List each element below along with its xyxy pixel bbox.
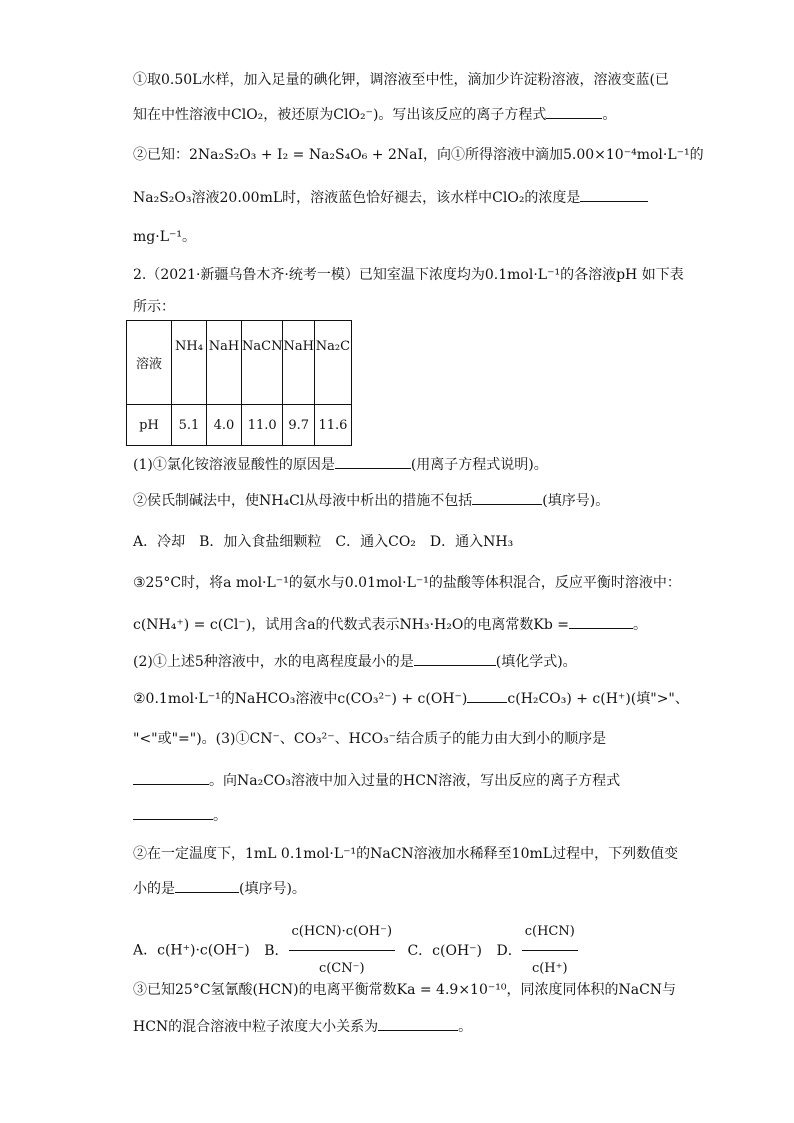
- q2-stem-line2: 所示：: [133, 299, 175, 315]
- q1-step1-line1: ①取0.50L水样，加入足量的碘化钾，调溶液至中性，滴加少许淀粉溶液，溶液变蓝(已: [133, 72, 669, 88]
- answer-blank[interactable]: [335, 454, 411, 469]
- answer-blank[interactable]: [472, 490, 542, 505]
- option-a: A．c(H⁺)·c(OH⁻): [133, 942, 250, 959]
- option-b-fraction: $\frac{\text{c(HCN)·c(OH⁻)}}{c(CN^-)}$: [289, 914, 396, 987]
- q2-p3-3-line2: HCN的混合溶液中粒子浓度大小关系为 。: [133, 1016, 472, 1037]
- table-cell: 11.6: [314, 405, 351, 446]
- table-header: Na₂C: [314, 321, 351, 405]
- q2-p1-1: (1)①氯化铵溶液显酸性的原因是 (用离子方程式说明)。: [133, 454, 548, 475]
- table-header: NaH: [283, 321, 314, 405]
- q2-p3-2-options: [133, 914, 578, 976]
- q2-p3-3-line1: ③已知25°C氢氰酸(HCN)的电离平衡常数Ka = 4.9×10⁻¹⁰，同浓度同体积的NaCN与: [133, 982, 677, 998]
- option-d-label: D．: [496, 942, 522, 959]
- answer-blank[interactable]: [133, 770, 209, 785]
- q2-p1-3-line2: c(NH₄⁺) = c(Cl⁻)，试用含a的代数式表示NH₃·H₂O的电离常数Kb = 。: [133, 614, 647, 635]
- option-b-label: B．: [264, 942, 289, 959]
- q2-p1-2-options: A．冷却 B．加入食盐细颗粒 C．通入CO₂ D．通入NH₃: [133, 534, 514, 550]
- q2-p2-3-line2: 。向Na₂CO₃溶液中加入过量的HCN溶液，写出反应的离子方程式: [133, 770, 620, 791]
- table-row-label: 溶液: [127, 321, 172, 405]
- option-c: C．c(OH⁻): [407, 942, 483, 959]
- option-d-fraction: $\frac{\text{c(HCN)}}{c(H^+)}$: [522, 914, 578, 987]
- answer-blank[interactable]: [580, 187, 648, 202]
- q2-p2-3-line1: "<"或"=")。(3)①CN⁻、CO₃²⁻、HCO₃⁻结合质子的能力由大到小的顺序是: [133, 731, 607, 747]
- q1-step1-line2: 知在中性溶液中ClO₂，被还原为ClO₂⁻)。写出该反应的离子方程式 。: [133, 104, 616, 125]
- q2-p2-1: (2)①上述5种溶液中，水的电离程度最小的是 (填化学式)。: [133, 651, 577, 672]
- answer-blank[interactable]: [569, 614, 633, 629]
- table-header: NaH: [207, 321, 242, 405]
- answer-blank[interactable]: [546, 104, 602, 119]
- q2-p3-2-line1: ②在一定温度下，1mL 0.1mol·L⁻¹的NaCN溶液加水稀释至10mL过程中，下列数值变: [133, 846, 679, 862]
- table-cell: 5.1: [172, 405, 207, 446]
- q2-p1-3-line1: ③25°C时，将a mol·L⁻¹的氨水与0.01mol·L⁻¹的盐酸等体积混合，反应平衡时溶液中：: [133, 575, 681, 591]
- q1-step2-line1: ②已知：2Na₂S₂O₃ + I₂ = Na₂S₄O₆ + 2NaI，向①所得溶液中滴加5.00×10⁻⁴mol·L⁻¹的: [133, 147, 704, 163]
- answer-blank[interactable]: [133, 805, 213, 820]
- answer-blank[interactable]: [175, 878, 239, 893]
- answer-blank[interactable]: [414, 651, 496, 666]
- table-header: NaCN: [242, 321, 283, 405]
- ph-table: [126, 320, 352, 446]
- q2-p2-2: ②0.1mol·L⁻¹的NaHCO₃溶液中c(CO₃²⁻) + c(OH⁻) c(H₂CO₃) + c(H⁺)(填">"、: [133, 688, 689, 709]
- table-cell: 11.0: [242, 405, 283, 446]
- q2-p2-3-line3: 。: [133, 805, 227, 826]
- answer-blank[interactable]: [378, 1016, 458, 1031]
- table-header: NH₄: [172, 321, 207, 405]
- answer-blank[interactable]: [467, 688, 507, 703]
- table-cell: 4.0: [207, 405, 242, 446]
- table-row-label: pH: [127, 405, 172, 446]
- q2-p3-2-line2: 小的是 (填序号)。: [133, 878, 306, 899]
- table-cell: 9.7: [283, 405, 314, 446]
- q2-stem-line1: 2.（2021·新疆乌鲁木齐·统考一模）已知室温下浓度均为0.1mol·L⁻¹的各溶液pH 如下表: [133, 267, 684, 283]
- q1-step2-line2: Na₂S₂O₃溶液20.00mL时，溶液蓝色恰好褪去，该水样中ClO₂的浓度是: [133, 187, 648, 208]
- q1-step2-line3: mg·L⁻¹。: [133, 229, 196, 245]
- q2-p1-2: ②侯氏制碱法中，使NH₄Cl从母液中析出的措施不包括 (填序号)。: [133, 490, 609, 511]
